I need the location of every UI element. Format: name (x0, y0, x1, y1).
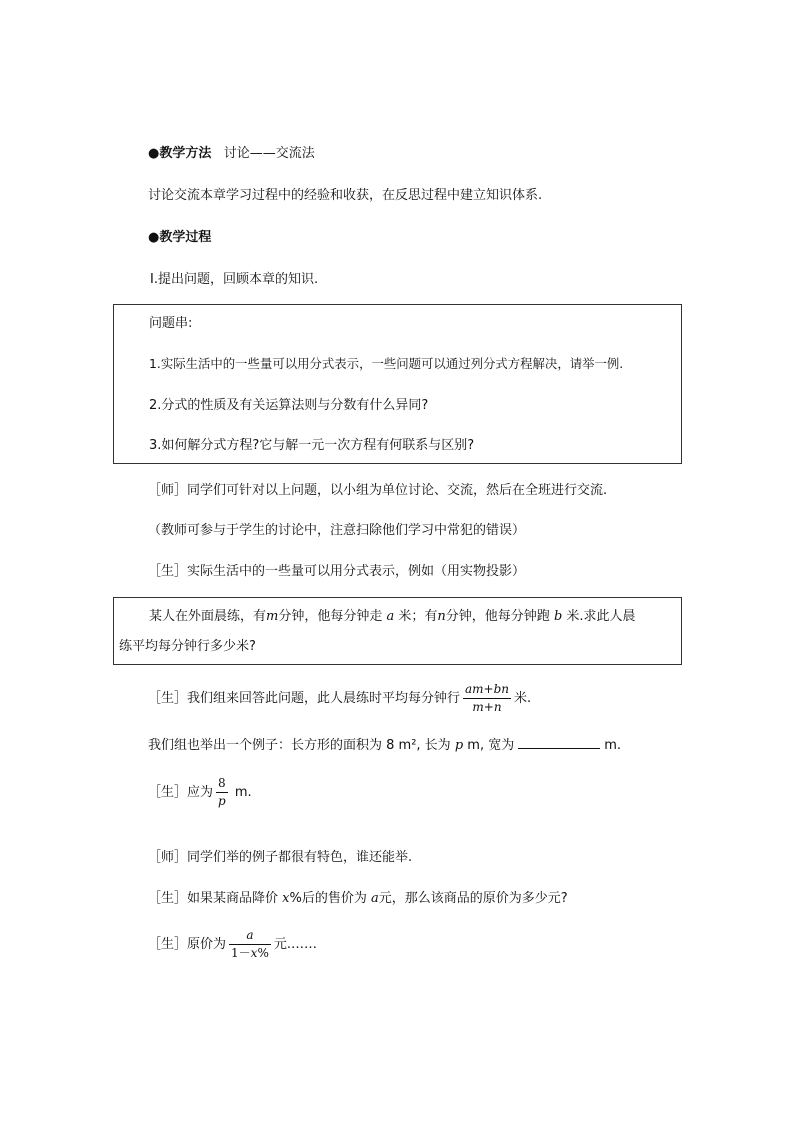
student-question-price (148, 890, 568, 908)
example-text-4: 分钟，他每分钟跑 (445, 609, 550, 624)
rectangle-example (148, 735, 621, 755)
teacher-note: （教师可参与于学生的讨论中，注意扫除他们学习中常犯的错误） (148, 523, 526, 538)
student-remark-1: ［生］实际生活中的一些量可以用分式表示，例如（用实物投影） (148, 564, 526, 579)
price-den-prefix: 1－ (231, 946, 251, 960)
example-text-1: 某人在外面晨练，有 (149, 609, 267, 624)
fraction-original-price (229, 928, 271, 961)
rectangle-example-text-1: 我们组也举出一个例子：长方形的面积为 8 m², 长为 (148, 738, 451, 753)
fraction-width (216, 776, 228, 809)
teacher-remark-2: ［师］同学们举的例子都很有特色，谁还能举. (148, 850, 413, 865)
student-question-prefix: ［生］如果某商品降价 (148, 891, 279, 906)
fraction-average-speed (463, 682, 511, 715)
student-answer-1-suffix: 米. (514, 691, 532, 706)
teacher-remark-1: ［师］同学们可针对以上问题，以小组为单位讨论、交流，然后在全班进行交流. (148, 483, 608, 498)
question-box-title: 问题串: (149, 316, 193, 331)
price-den-suffix: % (257, 946, 269, 960)
example-text-3: 米；有 (398, 609, 438, 624)
question-item-2: 2.分式的性质及有关运算法则与分数有什么异同? (149, 398, 429, 413)
teaching-method-description: 讨论交流本章学习过程中的经验和收获，在反思过程中建立知识体系. (148, 188, 543, 203)
rectangle-example-text-2: m, 宽为 (467, 738, 515, 753)
student-answer-price (148, 926, 317, 964)
example-line-2: 练平均每分钟行多少米? (119, 639, 256, 654)
student-question-text-3: 元，那么该商品的原价为多少元? (378, 891, 568, 906)
student-answer-price-prefix: ［生］原价为 (148, 937, 227, 952)
rectangle-example-text-3: m. (604, 738, 622, 753)
var-p: p (454, 738, 464, 753)
fraction-width-numerator: 8 (216, 776, 228, 793)
var-m: m (266, 609, 279, 624)
price-den-var: x (250, 946, 258, 960)
student-answer-1-prefix: ［生］我们组来回答此问题，此人晨练时平均每分钟行 (148, 691, 461, 706)
var-a-price: a (371, 891, 379, 906)
question-item-1: 1.实际生活中的一些量可以用分式表示，一些问题可以通过列分式方程解决，请举一例. (149, 356, 624, 371)
teaching-method-label: ●教学方法 (148, 146, 212, 161)
student-answer-1 (148, 680, 531, 718)
var-n: n (437, 609, 446, 624)
answer-blank (518, 735, 600, 749)
fraction-denominator: m+n (472, 700, 502, 714)
teaching-method-value: 讨论——交流法 (223, 146, 315, 161)
student-answer-price-suffix: 元.…… (273, 937, 317, 952)
var-b: b (553, 609, 563, 624)
student-question-text-2: %后的售价为 (289, 891, 367, 906)
student-answer-2-prefix: ［生］应为 (148, 785, 214, 800)
example-line-1 (149, 608, 636, 626)
section-heading-1: Ⅰ.提出问题，回顾本章的知识. (150, 272, 319, 287)
example-text-2: 分钟，他每分钟走 (278, 609, 383, 624)
question-box (113, 304, 682, 464)
var-x: x (282, 891, 290, 906)
fraction-width-denominator: p (218, 794, 226, 808)
var-a: a (386, 609, 395, 624)
fraction-price-denominator (229, 945, 271, 961)
fraction-numerator: am+bn (463, 682, 511, 699)
student-answer-2 (148, 773, 252, 813)
teaching-method-line (148, 145, 315, 163)
student-answer-2-suffix: m. (234, 785, 252, 800)
teaching-process-heading: ●教学过程 (148, 230, 212, 245)
question-item-3: 3.如何解分式方程?它与解一元一次方程有何联系与区别? (149, 438, 475, 453)
fraction-price-numerator: a (229, 928, 271, 945)
example-box (113, 597, 682, 665)
example-text-5: 米.求此人晨 (566, 609, 636, 624)
